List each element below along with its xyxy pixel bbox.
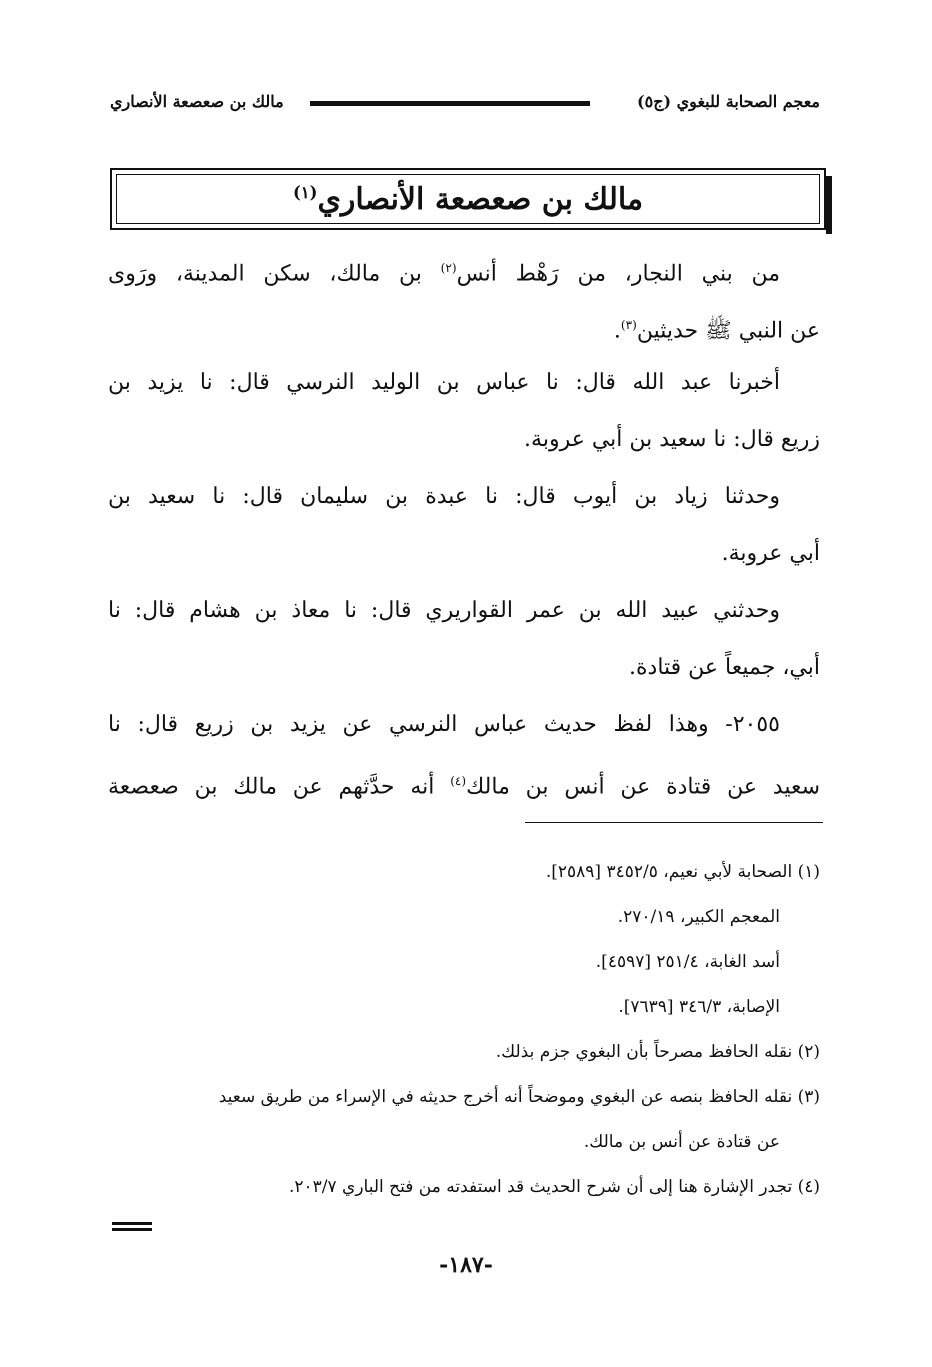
- entry-title-frame: [116, 174, 820, 224]
- footnote-3: (٣) نقله الحافظ بنصه عن البغوي وموضحاً أنه أخرج حديثه في الإسراء من طريق سعيد: [218, 1087, 820, 1107]
- body-line-3: أخبرنا عبد الله قال: نا عباس بن الوليد النرسي قال: نا يزيد بن: [108, 370, 780, 395]
- body-line-1-b: بن مالك، سكن المدينة، ورَوى: [108, 261, 422, 287]
- body-line-2-b: .: [613, 318, 621, 344]
- title-box-shadow: [826, 176, 832, 234]
- footnotes: [108, 850, 820, 1210]
- footnote-1-ref-a: المعجم الكبير، ٢٧٠/١٩.: [617, 907, 780, 927]
- footnote-4: (٤) تجدر الإشارة هنا إلى أن شرح الحديث قد استفدته من فتح الباري ٢٠٣/٧.: [288, 1177, 820, 1197]
- footnote-ref-3: (٣): [620, 318, 637, 332]
- body-line-10-b: أنه حدَّثهم عن مالك بن صعصعة: [108, 774, 435, 800]
- footnote-3-continued: عن قتادة عن أنس بن مالك.: [583, 1132, 780, 1152]
- body-line-2: [108, 297, 820, 354]
- body-line-5: وحدثنا زياد بن أيوب قال: نا عبدة بن سليمان قال: نا سعيد بن: [108, 484, 780, 509]
- body-line-6: أبي عروبة.: [721, 541, 820, 566]
- title-footnote-ref: (١): [292, 182, 318, 202]
- footnote-ref-4: (٤): [450, 774, 467, 788]
- footnote-separator: [525, 822, 823, 823]
- body-line-4: زريع قال: نا سعيد بن أبي عروبة.: [524, 427, 820, 452]
- page-number: -١٨٧-: [439, 1252, 493, 1278]
- header-book-title: معجم الصحابة للبغوي (ج٥): [637, 92, 820, 111]
- footnote-1: (١) الصحابة لأبي نعيم، ٣٤٥٢/٥ [٢٥٨٩].: [545, 862, 820, 882]
- body-line-8: أبي، جميعاً عن قتادة.: [629, 655, 820, 680]
- entry-title: [293, 182, 643, 217]
- body-line-2-a: عن النبي ﷺ حديثين: [636, 318, 820, 344]
- end-mark: [112, 1222, 152, 1232]
- footnote-2: (٢) نقله الحافظ مصرحاً بأن البغوي جزم بذلك.: [495, 1042, 820, 1062]
- body-line-1: [108, 240, 820, 297]
- main-text: [108, 240, 820, 810]
- body-line-9: ٢٠٥٥- وهذا لفظ حديث عباس النرسي عن يزيد بن زريع قال: نا: [108, 712, 780, 737]
- entry-title-text: مالك بن صعصعة الأنصاري: [317, 181, 644, 217]
- footnote-1-ref-c: الإصابة، ٣٤٦/٣ [٧٦٣٩].: [618, 997, 780, 1017]
- body-line-10: [108, 753, 820, 810]
- body-line-7: وحدثني عبيد الله بن عمر القواريري قال: نا معاذ بن هشام قال: نا: [108, 598, 780, 623]
- entry-title-box: [110, 168, 826, 230]
- header-entry-name: مالك بن صعصعة الأنصاري: [110, 92, 284, 111]
- running-header: [110, 92, 820, 122]
- footnote-1-ref-b: أسد الغابة، ٢٥١/٤ [٤٥٩٧].: [595, 952, 780, 972]
- footnote-ref-2: (٢): [440, 261, 457, 275]
- body-line-10-a: سعيد عن قتادة عن أنس بن مالك: [466, 774, 820, 800]
- header-rule: [310, 101, 590, 106]
- body-line-1-a: من بني النجار، من رَهْط أنس: [456, 261, 780, 287]
